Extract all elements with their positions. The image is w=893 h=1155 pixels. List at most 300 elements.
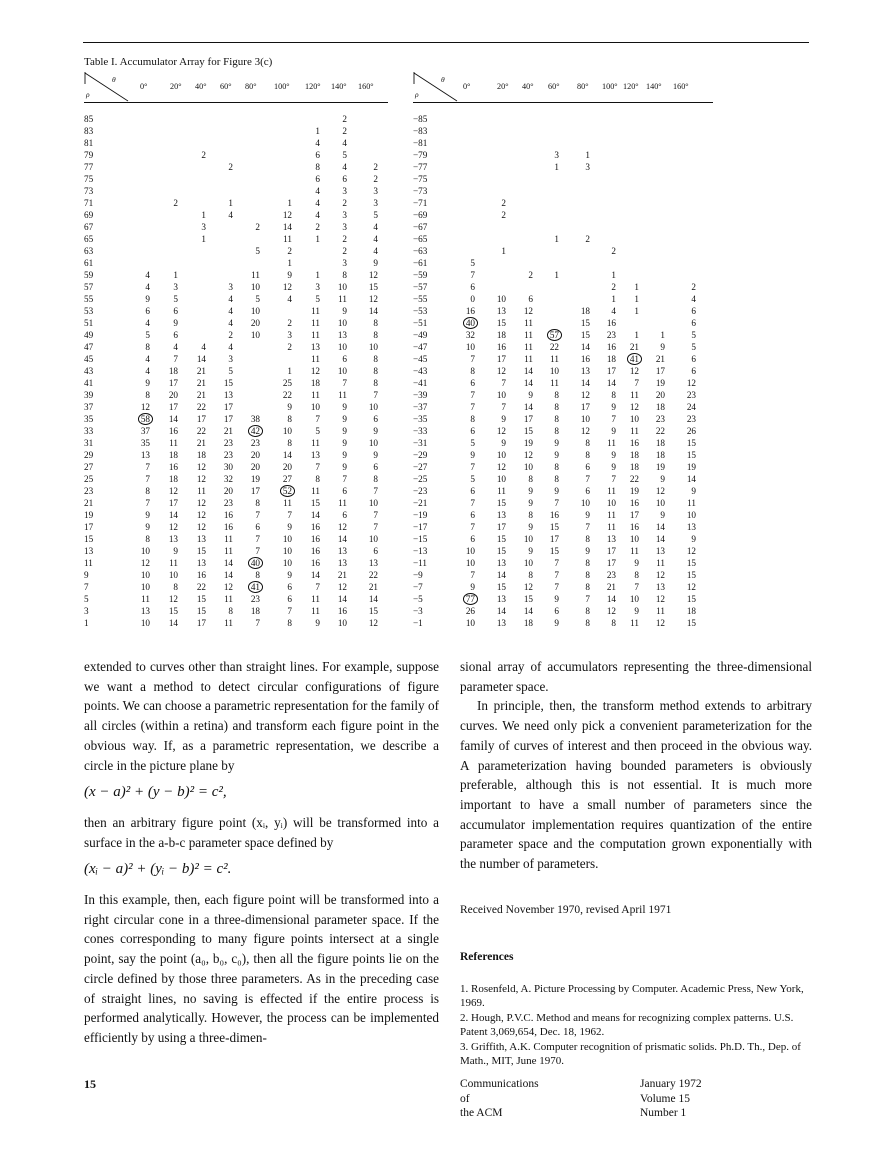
accumulator-cell: 13 <box>655 582 665 592</box>
accumulator-cell: 8 <box>585 450 590 460</box>
rho-value: 23 <box>84 486 94 496</box>
accumulator-cell: 12 <box>629 402 639 412</box>
accumulator-cell: 13 <box>337 330 347 340</box>
accumulator-cell: 11 <box>311 486 320 496</box>
rho-value: 3 <box>84 606 89 616</box>
accumulator-cell: 3 <box>287 330 292 340</box>
accumulator-cell: 5 <box>315 294 320 304</box>
accumulator-cell: 12 <box>606 606 616 616</box>
angle-header: 40° <box>195 82 207 91</box>
accumulator-cell: 10 <box>140 582 150 592</box>
accumulator-cell: 21 <box>223 426 233 436</box>
accumulator-cell: 16 <box>310 546 320 556</box>
accumulator-cell: 17 <box>523 414 533 424</box>
journal-line: Communications <box>460 1078 539 1090</box>
accumulator-cell: 15 <box>496 318 506 328</box>
accumulator-cell: 7 <box>255 618 260 628</box>
rho-value: −27 <box>413 462 428 472</box>
accumulator-cell: 8 <box>228 606 233 616</box>
rho-value: −21 <box>413 498 428 508</box>
accumulator-cell: 21 <box>629 342 639 352</box>
accumulator-cell: 15 <box>223 378 233 388</box>
rho-value: −3 <box>413 606 423 616</box>
accumulator-cell: 12 <box>655 594 665 604</box>
accumulator-cell: 18 <box>196 450 206 460</box>
accumulator-cell: 12 <box>523 306 533 316</box>
angle-header: 0° <box>140 82 148 91</box>
rho-value: 53 <box>84 306 94 316</box>
accumulator-cell: 20 <box>223 486 233 496</box>
accumulator-cell: 8 <box>528 474 533 484</box>
theta-label: θ <box>112 75 116 84</box>
peak-circle: 41 <box>248 581 263 593</box>
accumulator-cell: 9 <box>585 510 590 520</box>
rho-value: 25 <box>84 474 94 484</box>
accumulator-cell: 15 <box>368 282 378 292</box>
accumulator-cell: 5 <box>691 342 696 352</box>
accumulator-cell: 4 <box>315 210 320 220</box>
accumulator-cell: 8 <box>373 354 378 364</box>
accumulator-cell: 4 <box>611 306 616 316</box>
accumulator-cell: 7 <box>554 498 559 508</box>
accumulator-cell: 9 <box>145 522 150 532</box>
accumulator-cell: 14 <box>223 570 233 580</box>
accumulator-cell <box>617 353 639 365</box>
accumulator-cell: 2 <box>173 198 178 208</box>
accumulator-cell: 21 <box>606 582 616 592</box>
accumulator-cell: 10 <box>686 510 696 520</box>
angle-header: 140° <box>331 82 347 91</box>
rho-value: −1 <box>413 618 423 628</box>
accumulator-cell: 14 <box>606 594 616 604</box>
accumulator-cell: 10 <box>282 534 292 544</box>
accumulator-cell: 15 <box>168 606 178 616</box>
accumulator-cell: 8 <box>373 378 378 388</box>
rho-value: 7 <box>84 582 89 592</box>
rho-value: 69 <box>84 210 94 220</box>
accumulator-cell: 9 <box>342 438 347 448</box>
accumulator-cell: 13 <box>140 450 150 460</box>
rho-value: −31 <box>413 438 428 448</box>
accumulator-cell: 22 <box>368 570 378 580</box>
accumulator-cell: 26 <box>465 606 475 616</box>
accumulator-cell: 3 <box>373 198 378 208</box>
accumulator-cell: 11 <box>169 558 178 568</box>
accumulator-cell: 18 <box>655 450 665 460</box>
accumulator-cell: 8 <box>145 486 150 496</box>
accumulator-cell: 6 <box>470 534 475 544</box>
accumulator-cell: 23 <box>606 330 616 340</box>
accumulator-cell: 11 <box>630 426 639 436</box>
accumulator-cell: 6 <box>342 354 347 364</box>
accumulator-cell: 16 <box>223 510 233 520</box>
accumulator-cell: 5 <box>145 330 150 340</box>
accumulator-cell: 1 <box>287 366 292 376</box>
accumulator-cell: 21 <box>196 366 206 376</box>
accumulator-cell: 14 <box>580 378 590 388</box>
peak-circle: 52 <box>280 485 295 497</box>
accumulator-cell: 16 <box>606 318 616 328</box>
table-header <box>84 72 388 102</box>
accumulator-cell: 17 <box>606 546 616 556</box>
accumulator-cell: 8 <box>287 414 292 424</box>
rho-value: −15 <box>413 534 428 544</box>
accumulator-cell: 12 <box>496 426 506 436</box>
rho-value: 13 <box>84 546 94 556</box>
rho-value: 15 <box>84 534 94 544</box>
accumulator-cell: 11 <box>524 318 533 328</box>
accumulator-cell: 1 <box>287 258 292 268</box>
accumulator-cell: 19 <box>655 462 665 472</box>
accumulator-cell: 11 <box>311 354 320 364</box>
accumulator-cell: 1 <box>554 162 559 172</box>
accumulator-cell: 10 <box>337 342 347 352</box>
accumulator-cell: 6 <box>554 606 559 616</box>
accumulator-cell: 13 <box>337 546 347 556</box>
accumulator-cell: 11 <box>607 486 616 496</box>
rho-value: −83 <box>413 126 428 136</box>
accumulator-cell: 15 <box>496 582 506 592</box>
accumulator-cell: 3 <box>228 354 233 364</box>
accumulator-cell: 7 <box>470 390 475 400</box>
accumulator-cell: 10 <box>282 426 292 436</box>
accumulator-cell: 12 <box>168 486 178 496</box>
accumulator-cell: 9 <box>145 510 150 520</box>
accumulator-cell: 21 <box>655 354 665 364</box>
accumulator-cell: 9 <box>660 510 665 520</box>
accumulator-cell: 4 <box>228 318 233 328</box>
accumulator-cell: 3 <box>228 282 233 292</box>
accumulator-cell: 7 <box>255 534 260 544</box>
accumulator-cell: 32 <box>465 330 475 340</box>
accumulator-cell: 2 <box>501 198 506 208</box>
accumulator-cell: 11 <box>197 486 206 496</box>
accumulator-cell: 14 <box>523 366 533 376</box>
angle-header: 140° <box>646 82 662 91</box>
rho-value: −35 <box>413 414 428 424</box>
accumulator-cell: 20 <box>655 390 665 400</box>
accumulator-cell: 8 <box>528 510 533 520</box>
peak-circle: 77 <box>463 593 478 605</box>
accumulator-cell: 17 <box>549 534 559 544</box>
accumulator-cell: 2 <box>315 222 320 232</box>
accumulator-cell: 7 <box>470 270 475 280</box>
accumulator-cell: 15 <box>686 558 696 568</box>
accumulator-cell: 21 <box>337 570 347 580</box>
accumulator-cell: 20 <box>250 318 260 328</box>
paragraph: In this example, then, each figure point will be transformed into a right circular cone in a three-dimensional parameter space. If the cones corresponding to many figure points intersect at a single point, say the point (a₀, b₀, c₀), then all the figure points lie on the circle defined by those three parameters. As in the preceding case of straight lines, no saving is effected if the entire process is performed analytically. However, the process can be implemented efficiently by using a three-dimen- <box>84 892 439 1045</box>
accumulator-cell: 10 <box>523 558 533 568</box>
accumulator-cell: 9 <box>554 450 559 460</box>
rho-value: 85 <box>84 114 94 124</box>
accumulator-cell: 10 <box>337 618 347 628</box>
journal-name <box>460 1077 539 1121</box>
accumulator-cell: 9 <box>501 438 506 448</box>
accumulator-cell: 16 <box>310 522 320 532</box>
accumulator-cell: 18 <box>310 378 320 388</box>
accumulator-cell: 3 <box>342 222 347 232</box>
table-header <box>413 72 713 102</box>
rho-value: 59 <box>84 270 94 280</box>
accumulator-cell: 4 <box>145 270 150 280</box>
accumulator-cell: 8 <box>373 318 378 328</box>
accumulator-cell: 8 <box>585 582 590 592</box>
rho-value: −23 <box>413 486 428 496</box>
accumulator-cell: 11 <box>311 390 320 400</box>
rho-value: −79 <box>413 150 428 160</box>
accumulator-cell: 15 <box>196 606 206 616</box>
accumulator-cell: 6 <box>691 366 696 376</box>
accumulator-cell: 12 <box>337 582 347 592</box>
accumulator-cell: 5 <box>470 438 475 448</box>
accumulator-cell: 10 <box>310 402 320 412</box>
angle-header: 100° <box>274 82 290 91</box>
accumulator-cell: 12 <box>140 402 150 412</box>
accumulator-cell: 15 <box>196 546 206 556</box>
accumulator-cell: 10 <box>580 414 590 424</box>
accumulator-cell: 4 <box>145 354 150 364</box>
rho-value: 75 <box>84 174 94 184</box>
accumulator-cell: 6 <box>691 306 696 316</box>
accumulator-cell: 14 <box>496 606 506 616</box>
accumulator-cell: 12 <box>580 426 590 436</box>
accumulator-cell: 10 <box>140 546 150 556</box>
header-rule <box>84 102 388 103</box>
accumulator-cell: 10 <box>368 402 378 412</box>
accumulator-cell: 10 <box>496 390 506 400</box>
accumulator-cell: 16 <box>580 354 590 364</box>
accumulator-cell: 5 <box>342 150 347 160</box>
accumulator-cell: 27 <box>282 474 292 484</box>
rho-value: 19 <box>84 510 94 520</box>
accumulator-cell: 16 <box>496 342 506 352</box>
accumulator-cell: 12 <box>368 294 378 304</box>
accumulator-cell: 17 <box>250 486 260 496</box>
accumulator-cell: 11 <box>338 294 347 304</box>
rho-value: 31 <box>84 438 94 448</box>
accumulator-table-negative-rho <box>413 72 713 628</box>
accumulator-cell: 8 <box>554 390 559 400</box>
accumulator-cell: 12 <box>368 618 378 628</box>
rho-value: −13 <box>413 546 428 556</box>
accumulator-cell: 7 <box>554 582 559 592</box>
accumulator-cell: 3 <box>201 222 206 232</box>
accumulator-cell: 17 <box>580 402 590 412</box>
accumulator-cell: 21 <box>196 438 206 448</box>
accumulator-cell: 14 <box>523 402 533 412</box>
accumulator-cell: 12 <box>196 510 206 520</box>
accumulator-cell: 6 <box>691 318 696 328</box>
accumulator-cell: 2 <box>691 282 696 292</box>
rho-value: −49 <box>413 330 428 340</box>
accumulator-cell: 23 <box>223 498 233 508</box>
accumulator-cell: 20 <box>250 462 260 472</box>
accumulator-cell: 16 <box>196 570 206 580</box>
accumulator-cell: 11 <box>497 486 506 496</box>
accumulator-cell: 16 <box>223 522 233 532</box>
accumulator-cell: 7 <box>470 354 475 364</box>
rho-value: −5 <box>413 594 423 604</box>
accumulator-cell: 7 <box>373 486 378 496</box>
accumulator-cell: 14 <box>310 510 320 520</box>
angle-header: 120° <box>305 82 321 91</box>
accumulator-cell: 9 <box>660 474 665 484</box>
accumulator-cell: 12 <box>223 582 233 592</box>
accumulator-cell: 10 <box>580 498 590 508</box>
accumulator-cell: 9 <box>611 426 616 436</box>
accumulator-cell: 5 <box>470 474 475 484</box>
accumulator-cell: 10 <box>549 366 559 376</box>
accumulator-cell: 14 <box>523 606 533 616</box>
accumulator-cell: 6 <box>287 582 292 592</box>
accumulator-cell: 12 <box>686 582 696 592</box>
accumulator-cell: 7 <box>342 378 347 388</box>
accumulator-cell: 4 <box>691 294 696 304</box>
rho-value: 35 <box>84 414 94 424</box>
accumulator-cell: 7 <box>255 510 260 520</box>
accumulator-cell: 9 <box>691 486 696 496</box>
accumulator-cell: 18 <box>496 330 506 340</box>
accumulator-cell: 11 <box>630 618 639 628</box>
rho-value: 41 <box>84 378 94 388</box>
accumulator-cell: 12 <box>310 366 320 376</box>
rho-value: 43 <box>84 366 94 376</box>
right-text-column <box>460 657 812 874</box>
accumulator-cell: 1 <box>554 270 559 280</box>
accumulator-cell: 21 <box>368 582 378 592</box>
header-diagonal <box>84 72 130 103</box>
accumulator-cell: 11 <box>687 498 696 508</box>
journal-line: the ACM <box>460 1107 503 1119</box>
accumulator-cell: 12 <box>282 282 292 292</box>
accumulator-cell: 2 <box>611 246 616 256</box>
accumulator-cell: 8 <box>255 570 260 580</box>
accumulator-cell: 10 <box>168 570 178 580</box>
accumulator-cell: 11 <box>251 270 260 280</box>
accumulator-cell: 9 <box>660 342 665 352</box>
accumulator-cell: 2 <box>287 318 292 328</box>
accumulator-cell: 22 <box>549 342 559 352</box>
rho-value: −25 <box>413 474 428 484</box>
accumulator-cell: 7 <box>634 582 639 592</box>
accumulator-cell: 2 <box>342 126 347 136</box>
angle-header: 60° <box>220 82 232 91</box>
accumulator-cell: 2 <box>373 162 378 172</box>
rho-value: 77 <box>84 162 94 172</box>
accumulator-cell: 23 <box>686 414 696 424</box>
accumulator-cell: 15 <box>549 546 559 556</box>
rho-value: −19 <box>413 510 428 520</box>
accumulator-cell: 5 <box>255 294 260 304</box>
accumulator-cell: 6 <box>470 282 475 292</box>
accumulator-cell: 15 <box>686 438 696 448</box>
accumulator-cell: 23 <box>655 414 665 424</box>
diagonal-line <box>414 73 457 101</box>
accumulator-cell: 9 <box>528 546 533 556</box>
accumulator-cell: 5 <box>373 210 378 220</box>
accumulator-cell: 17 <box>196 618 206 628</box>
accumulator-cell: 1 <box>201 234 206 244</box>
accumulator-cell: 17 <box>496 522 506 532</box>
accumulator-cell: 10 <box>250 330 260 340</box>
accumulator-cell: 4 <box>201 342 206 352</box>
accumulator-cell: 19 <box>250 474 260 484</box>
accumulator-cell: 11 <box>656 606 665 616</box>
peak-circle: 57 <box>547 329 562 341</box>
accumulator-cell: 7 <box>470 498 475 508</box>
accumulator-cell: 1 <box>634 294 639 304</box>
top-rule <box>83 42 809 43</box>
accumulator-cell: 7 <box>315 582 320 592</box>
accumulator-cell: 2 <box>201 150 206 160</box>
rho-value: −39 <box>413 390 428 400</box>
accumulator-cell: 17 <box>606 558 616 568</box>
accumulator-cell: 1 <box>634 306 639 316</box>
accumulator-cell: 14 <box>496 570 506 580</box>
accumulator-cell: 6 <box>528 294 533 304</box>
accumulator-cell: 9 <box>611 402 616 412</box>
angle-header: 20° <box>170 82 182 91</box>
accumulator-cell: 26 <box>686 426 696 436</box>
rho-value: −69 <box>413 210 428 220</box>
accumulator-cell: 23 <box>223 450 233 460</box>
angle-header: 160° <box>358 82 374 91</box>
accumulator-cell: 1 <box>611 294 616 304</box>
accumulator-cell: 8 <box>373 330 378 340</box>
accumulator-cell: 9 <box>145 294 150 304</box>
accumulator-cell: 18 <box>168 366 178 376</box>
accumulator-cell: 8 <box>554 426 559 436</box>
accumulator-cell: 11 <box>338 498 347 508</box>
accumulator-cell: 11 <box>338 390 347 400</box>
accumulator-cell: 12 <box>686 378 696 388</box>
accumulator-cell: 19 <box>629 486 639 496</box>
accumulator-cell: 7 <box>585 522 590 532</box>
accumulator-cell: 20 <box>250 450 260 460</box>
accumulator-cell: 7 <box>470 402 475 412</box>
accumulator-cell: 13 <box>496 510 506 520</box>
accumulator-cell: 2 <box>228 162 233 172</box>
rho-value: −45 <box>413 354 428 364</box>
accumulator-cell: 8 <box>287 618 292 628</box>
accumulator-cell: 9 <box>554 618 559 628</box>
accumulator-cell: 1 <box>554 234 559 244</box>
accumulator-cell: 10 <box>606 498 616 508</box>
rho-value: 47 <box>84 342 94 352</box>
accumulator-cell: 3 <box>342 210 347 220</box>
accumulator-cell: 11 <box>283 498 292 508</box>
accumulator-cell: 7 <box>470 462 475 472</box>
rho-value: 57 <box>84 282 94 292</box>
accumulator-cell: 19 <box>686 462 696 472</box>
accumulator-cell: 2 <box>255 222 260 232</box>
accumulator-cell: 4 <box>228 294 233 304</box>
rho-value: 29 <box>84 450 94 460</box>
accumulator-cell: 6 <box>287 594 292 604</box>
accumulator-cell: 2 <box>528 270 533 280</box>
accumulator-cell: 12 <box>168 522 178 532</box>
accumulator-cell: 8 <box>554 462 559 472</box>
accumulator-cell: 14 <box>337 594 347 604</box>
accumulator-cell: 15 <box>523 426 533 436</box>
accumulator-cell: 9 <box>528 522 533 532</box>
accumulator-cell: 11 <box>550 378 559 388</box>
accumulator-cell: 11 <box>224 546 233 556</box>
header-diagonal <box>413 72 459 103</box>
accumulator-cell: 7 <box>501 378 506 388</box>
accumulator-cell: 8 <box>528 570 533 580</box>
reference-item: 3. Griffith, A.K. Computer recognition of prismatic solids. Ph.D. Th., Dep. of Math., MIT, June 1970. <box>460 1041 801 1067</box>
